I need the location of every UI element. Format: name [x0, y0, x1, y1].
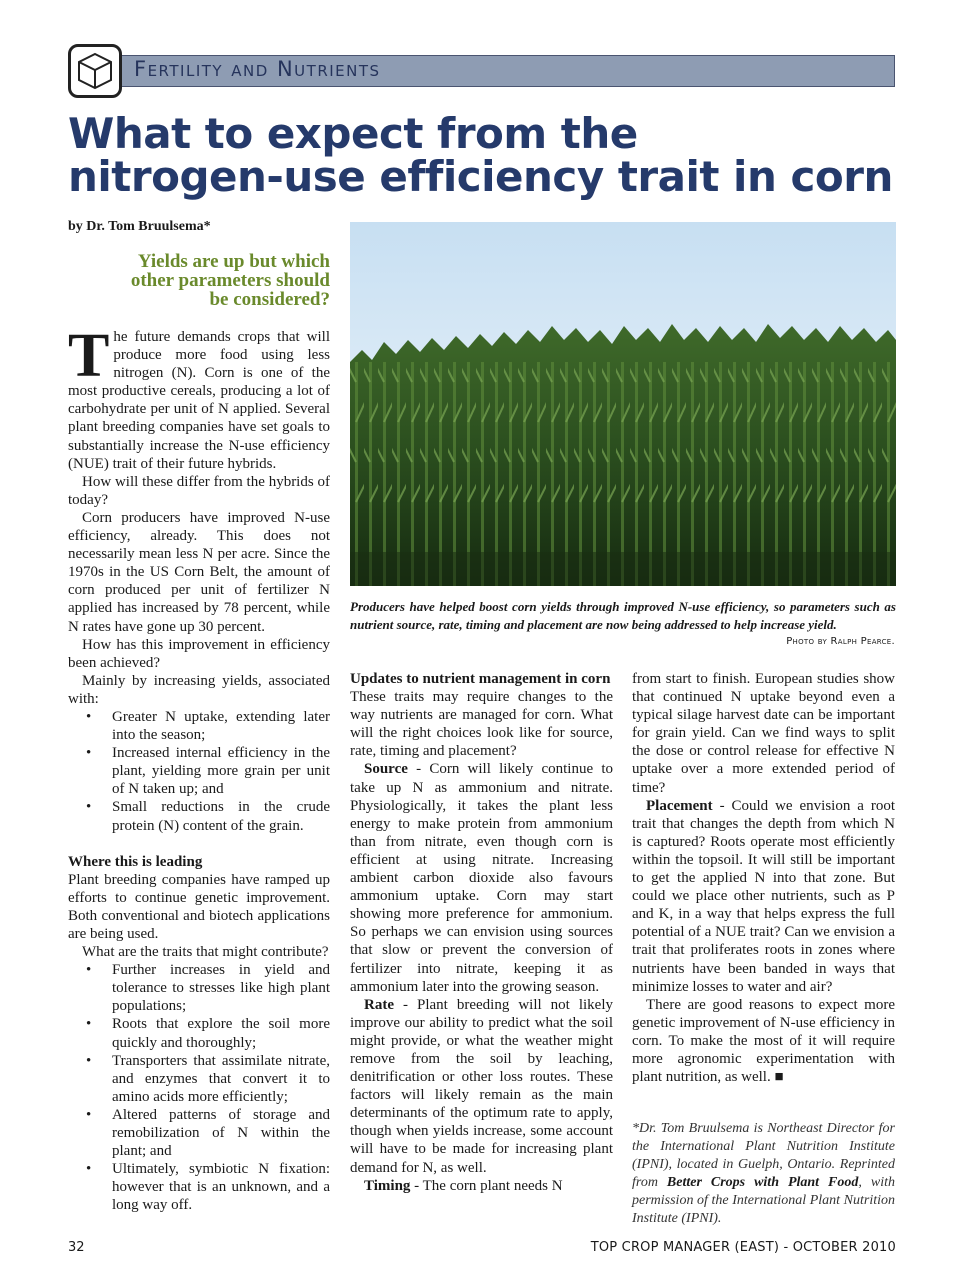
paragraph: There are good reasons to expect more genetic improvement of N-use efficiency in corn. To make the most of it will require more agronomic experimentation with plant nutrition, as well. ■ [632, 996, 895, 1086]
bullet-list-1 [68, 708, 330, 835]
list-item: • Transporters that assimilate nitrate, and enzymes that convert it to amino acids more efficiently; [86, 1052, 330, 1105]
column-1 [68, 322, 330, 1215]
list-item: • Increased internal efficiency in the plant, yielding more grain per unit of N taken up; and [86, 745, 330, 798]
publication-footer: TOP CROP MANAGER (EAST) - OCTOBER 2010 [590, 1240, 896, 1255]
list-item: • Further increases in yield and tolerance to stresses like high plant populations; [86, 962, 330, 1015]
column-3 [632, 670, 895, 1086]
intro-paragraph: The future demands crops that will produce more food using less nitrogen (N). Corn is one of the most productive cereals, producing a lot of carbohydrate per unit of N applied. Several plant breeding companies have set goals to substantially increase the N-use efficiency (NUE) trait of their future hybrids. [68, 322, 330, 472]
photo-credit: Photo by Ralph Pearce. [786, 636, 895, 647]
list-item: • Ultimately, symbiotic N fixation: however that is an unknown, and a long way off. [86, 1161, 330, 1214]
paragraph-timing: Timing - The corn plant needs N [364, 1177, 563, 1194]
paragraph-rate: Rate - Plant breeding will not likely improve our ability to predict what the soil might provide, or what the weather might remove from the soil by leaching, denitrification or other loss routes. These factors will likely remain as the main determinants of the optimum rate to apply, though when yields increase, some account will have to be made for increasing plant demand for N, as well. [350, 996, 613, 1176]
paragraph: Mainly by increasing yields, associated with: [68, 672, 330, 707]
subheading: Updates to nutrient management in corn [350, 671, 611, 687]
paragraph: What are the traits that might contribute? [82, 944, 329, 961]
paragraph: How will these differ from the hybrids of today? [68, 473, 330, 508]
paragraph-source: Source - Corn will likely continue to take up N as ammonium and nitrate. Physiologically, it takes the plant less energy to make protein from ammonium than from nitrate, even though corn is efficient at using nitrate. Increasing ambient carbon dioxide also favours ammonium uptake. Corn may start showing more preference for ammonium. So perhaps we can envision using sources that slow or prevent the conversion of fertilizer into nitrate, keeping it as ammonium later into the growing season. [350, 761, 613, 995]
column-2 [350, 670, 613, 1195]
paragraph: from start to finish. European studies show that continued N uptake beyond even a typical silage harvest date can be important for grain yield. Can we find ways to split the dose or control release for effective N uptake over a more extended period of time? [632, 671, 895, 796]
paragraph: How has this improvement in efficiency been achieved? [68, 636, 330, 671]
list-item: • Small reductions in the crude protein (N) content of the grain. [86, 799, 330, 834]
list-item: • Altered patterns of storage and remobilization of N within the plant; and [86, 1106, 330, 1160]
author-bio: *Dr. Tom Bruulsema is Northeast Director for the International Plant Nutrition Institute (IPNI), located in Guelph, Ontario. Reprinted from Better Crops with Plant Food, with permission of the International Plant Nutrition Institute (IPNI). [632, 1121, 895, 1227]
npk-logo-icon [68, 44, 122, 98]
list-item: • Roots that explore the soil more quickly and thoroughly; [86, 1016, 330, 1051]
drop-cap: T [68, 322, 110, 390]
byline: by Dr. Tom Bruulsema* [68, 219, 211, 234]
paragraph: Plant breeding companies have ramped up efforts to continue genetic improvement. Both conventional and biotech applications are being used. [68, 871, 330, 942]
section-label: Fertility and Nutrients [134, 57, 381, 81]
bullet-list-2 [68, 961, 330, 1214]
photo-caption: Producers have helped boost corn yields through improved N-use efficiency, so parameters such as nutrient source, rate, timing and placement are now being addressed to help increase yield. [350, 599, 896, 632]
deck-subhead: Yields are up but which other parameters should be considered? [130, 251, 330, 310]
page-number: 32 [68, 1240, 85, 1255]
corn-field-photo [350, 222, 896, 586]
subheading: Where this is leading [68, 853, 203, 870]
paragraph: These traits may require changes to the way nutrients are managed for corn. What will the right choices look like for source, rate, timing and placement? [350, 689, 613, 760]
paragraph-placement: Placement - Could we envision a root trait that changes the depth from which N is captured? Roots operate most efficiently within the topsoil. It will still be important to get the applied N into that zone. But could we place other nutrients, such as P and K, in a way that helps express the full potential of a NUE trait? Can we envision a trait that proliferates roots in zones where nutrients have been banded in ways that minimize losses to water and air? [632, 797, 895, 995]
article-title: What to expect from the nitrogen-use efficiency trait in corn [68, 109, 893, 201]
list-item: • Greater N uptake, extending later into the season; [86, 708, 330, 744]
paragraph: Corn producers have improved N-use efficiency, already. This does not necessarily mean less N per acre. Since the 1970s in the US Corn Belt, the amount of corn produced per unit of fertilizer N applied has increased by 78 percent, while N rates have gone up 30 percent. [68, 509, 330, 635]
